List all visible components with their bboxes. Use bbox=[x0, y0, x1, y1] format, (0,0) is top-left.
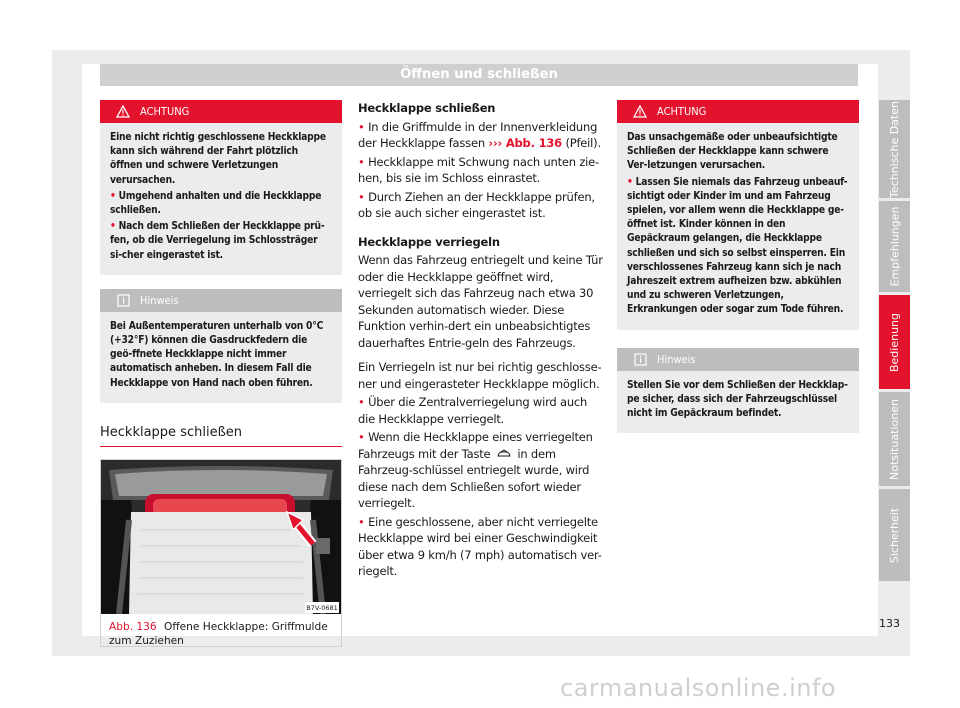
column-right bbox=[617, 100, 859, 433]
section-title: Heckklappe schließen bbox=[100, 425, 342, 447]
page-number: 133 bbox=[879, 617, 900, 630]
bullet-icon: • bbox=[110, 221, 116, 233]
figure-tailgate bbox=[100, 459, 342, 647]
warning-box-label: ACHTUNG bbox=[657, 105, 707, 118]
warning-box-label: ACHTUNG bbox=[140, 105, 190, 118]
warning-box-body bbox=[617, 123, 859, 330]
bullet-item: • Eine geschlossene, aber nicht verriegelte Heckklappe wird bei einer Geschwindigkeit über etwa 9 km/h (7 mph) automatisch ver-riegelt. bbox=[358, 514, 602, 578]
bullet-icon: • bbox=[358, 154, 365, 169]
bullet-icon: • bbox=[358, 430, 365, 444]
note-box-header bbox=[100, 289, 342, 312]
tab-notsituationen[interactable]: Notsituationen bbox=[879, 392, 910, 486]
note-text: Stellen Sie vor dem Schließen der Heckklap-pe sicher, dass sich der Fahrzeugschlüssel nicht im Gepäckraum befindet. bbox=[627, 379, 848, 420]
warning-item: • Umgehend anhalten und die Heckklappe schließen. bbox=[110, 190, 322, 217]
bullet-icon: • bbox=[358, 514, 365, 529]
column-left bbox=[100, 100, 342, 647]
note-box bbox=[100, 289, 342, 403]
figure-caption bbox=[101, 614, 341, 654]
note-box-label: Hinweis bbox=[657, 352, 696, 366]
warning-item: • Nach dem Schließen der Heckklappe prü-fen, ob die Verriegelung im Schlossträger si-cher eingerastet ist. bbox=[110, 221, 325, 261]
column-middle bbox=[358, 100, 603, 582]
step-item: • Durch Ziehen an der Heckklappe prüfen, ob sie auch sicher eingerastet ist. bbox=[358, 189, 595, 220]
note-text: Bei Außentemperaturen unterhalb von 0°C (+32°F) können die Gasdruckfedern die geö-ffnete Heckklappe nicht immer automatisch anheben. In diesem Fall die Heckklappe von Hand nach oben führen. bbox=[110, 320, 324, 389]
bullet-item: • Über die Zentralverriegelung wird auch die Heckklappe verriegelt. bbox=[358, 395, 588, 426]
bullet-icon: • bbox=[358, 119, 365, 134]
heading-close: Heckklappe schließen bbox=[358, 101, 496, 115]
figure-caption-label: Abb. 136 bbox=[109, 620, 157, 633]
bullet-item: • Wenn die Heckklappe eines verriegelten Fahrzeugs mit der Taste in dem Fahrzeug-schlüssel entriegelt wurde, wird diese nach dem Schließen sofort wieder verriegelt. bbox=[358, 430, 593, 510]
note-box-body bbox=[100, 312, 342, 403]
warning-box bbox=[617, 100, 859, 330]
paragraph: Ein Verriegeln ist nur bei richtig geschlosse-ner und eingerasteter Heckklappe möglich. bbox=[358, 360, 602, 391]
figure-caption-text: Offene Heckklappe: Griffmulde zum Zuziehen bbox=[109, 620, 328, 647]
bullet-icon: • bbox=[358, 189, 365, 204]
step-item: • In die Griffmulde in der Innenverkleidung der Heckklappe fassen ››› Abb. 136 (Pfeil). bbox=[358, 119, 601, 150]
tab-bedienung[interactable]: Bedienung bbox=[879, 295, 910, 389]
warning-intro: Das unsachgemäße oder unbeaufsichtigte Schließen der Heckklappe kann schwere Ver-letzungen verursachen. bbox=[627, 132, 838, 172]
heading-lock: Heckklappe verriegeln bbox=[358, 234, 500, 249]
warning-triangle-icon bbox=[633, 105, 647, 118]
warning-item: • Lassen Sie niemals das Fahrzeug unbeauf-sichtigt oder Kinder im und am Fahrzeug spielen, vor allem wenn die Heckklappe ge-öffnet ist. Kinder können in den Gepäckraum gelangen, die Heckklappe schließen und sich so selbst einsperren. Ein verschlossenes Fahrzeug kann sich je nach Jahreszeit extrem aufheizen bzw. abkühlen und zu schweren Verletzungen, Erkrankungen oder sogar zum Tode führen. bbox=[627, 176, 848, 316]
warning-box-header bbox=[617, 100, 859, 123]
warning-box-body bbox=[100, 123, 342, 275]
tailgate-illustration bbox=[101, 460, 341, 614]
tab-empfehlungen[interactable]: Empfehlungen bbox=[879, 201, 910, 292]
warning-box bbox=[100, 100, 342, 275]
note-box-header bbox=[617, 348, 859, 371]
warning-triangle-icon bbox=[116, 105, 130, 118]
warning-intro: Eine nicht richtig geschlossene Heckklappe kann sich während der Fahrt plötzlich öffnen und schwere Verletzungen verursachen. bbox=[110, 132, 326, 186]
note-box-label: Hinweis bbox=[140, 293, 179, 307]
tab-sicherheit[interactable]: Sicherheit bbox=[879, 489, 910, 581]
paragraph: Wenn das Fahrzeug entriegelt und keine Tür oder die Heckklappe geöffnet wird, verriegelt sich das Fahrzeug nach etwa 30 Sekunden automatisch wieder. Diese Funktion verhin-dert ein unbeabsichtigtes dauerhaftes Entrie-geln des Fahrzeugs. bbox=[358, 253, 603, 350]
tab-technische-daten[interactable]: Technische Daten bbox=[879, 100, 910, 198]
page-header-title: Öffnen und schließen bbox=[100, 64, 858, 86]
car-key-icon bbox=[496, 449, 512, 459]
figure-reference-link[interactable]: ››› Abb. 136 bbox=[488, 136, 562, 150]
bullet-icon: • bbox=[627, 176, 633, 188]
info-icon bbox=[634, 353, 647, 366]
bullet-icon: • bbox=[110, 190, 116, 202]
info-icon bbox=[117, 294, 130, 307]
bullet-icon: • bbox=[358, 395, 365, 409]
step-item: • Heckklappe mit Schwung nach unten zie-hen, bis sie im Schloss einrastet. bbox=[358, 154, 599, 185]
warning-box-header bbox=[100, 100, 342, 123]
note-box-body bbox=[617, 371, 859, 434]
figure-code: B7V-0681 bbox=[306, 603, 338, 612]
watermark: carmanualsonline.info bbox=[560, 674, 837, 702]
note-box bbox=[617, 348, 859, 434]
